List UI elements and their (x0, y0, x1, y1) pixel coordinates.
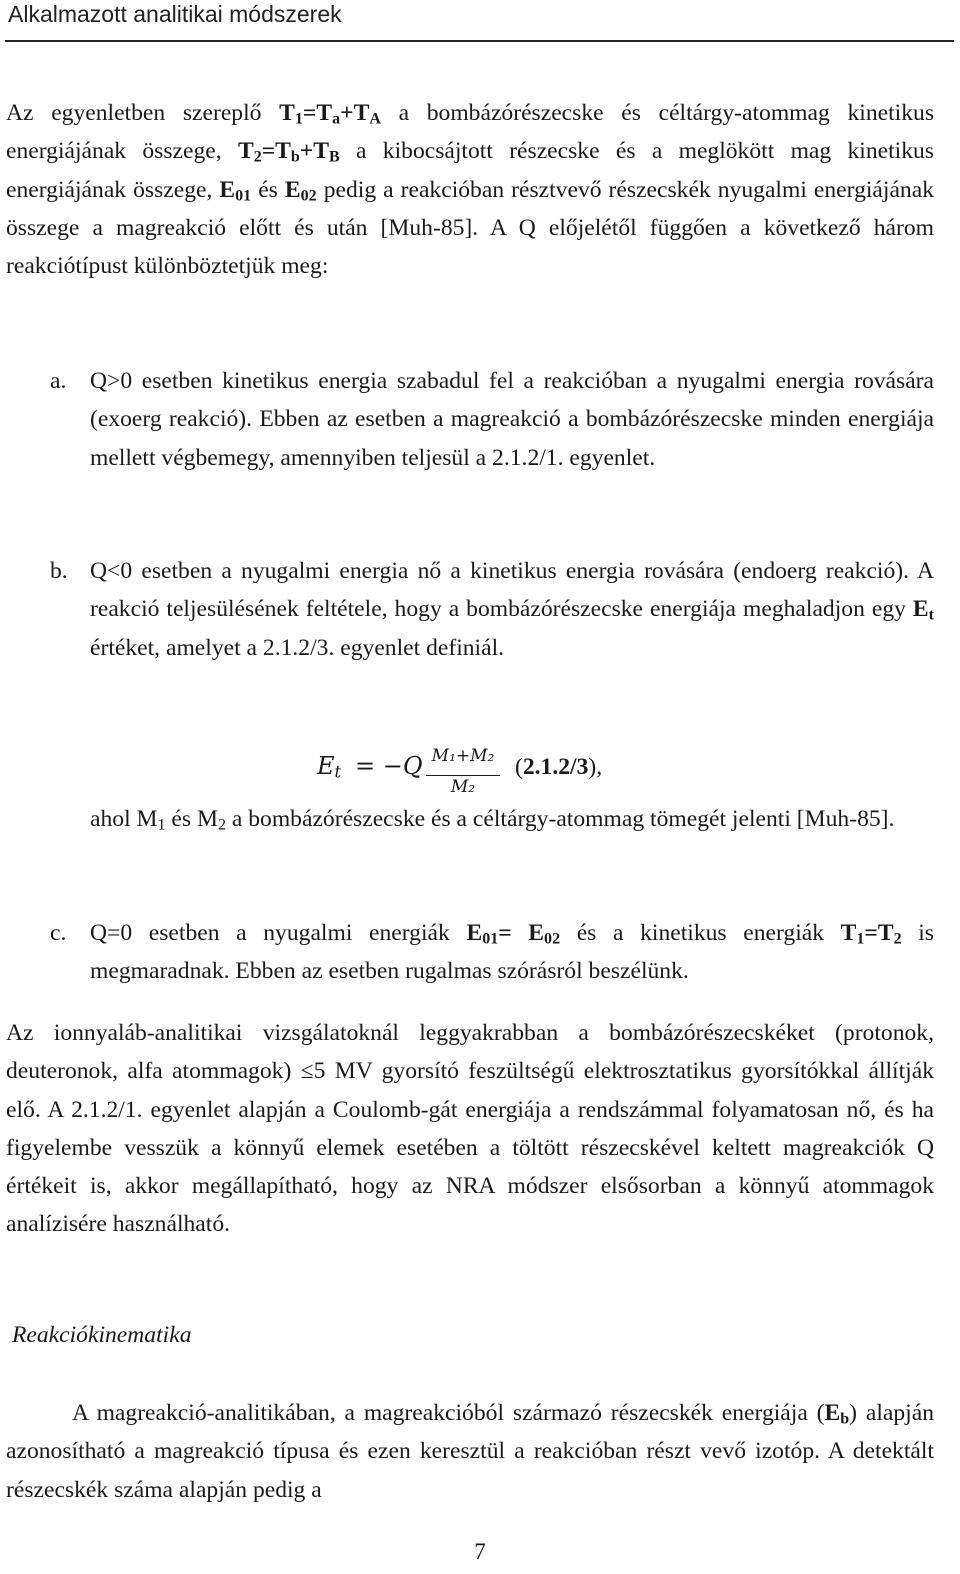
intro-paragraph: Az egyenletben szereplő $T_1=T_a+T_A$ a bombázórészecske és céltárgy-atommag kinetikus energiájának összege, $T_2=T_b+T_B$ a kibocsájtott részecske és a meglökött mag kinetikus energiájának összege, $E_{01}$ és $E_{02}$ pedig a reakcióban résztvevő részecskék nyugalmi energiájának összege a magreakció előtt és után [Muh-85]. A Q előjelétől függően a következő három reakciótípust különböztetjük meg: (6, 100, 934, 280)
formula-lhs: $E_t$ (317, 752, 342, 782)
list-item-text: Q>0 esetben kinetikus energia szabadul fel a reakcióban a nyugalmi energia rovására (exoerg reakció). Ebben az esetben a magreakció a bombázórészecske minden energiája mellett végbemegy, amennyiben teljesül a 2.1.2/1. egyenlet. (90, 368, 934, 471)
list-marker: b. (50, 558, 68, 584)
list-marker: c. (50, 920, 67, 946)
body-paragraph: A magreakció-analitikában, a magreakcióból származó részecskék energiája $(E_b)$ alapján azonosítható a magreakció típusa és ezen keresztül a reakcióban részt vevő izotóp. A detektált részecskék száma alapján pedig a (6, 1400, 934, 1503)
equation-reference: (2.1.2/3), (515, 754, 603, 780)
header-divider (5, 40, 954, 42)
fraction-denominator: M₂ (450, 777, 476, 797)
fraction-bar (426, 775, 500, 776)
formula-explanation: ahol $M_1$ és $M_2$ a bombázórészecske és a céltárgy-atommag tömegét jelenti [Muh-85]. (90, 806, 895, 834)
fraction-numerator: M₁+M₂ (431, 746, 495, 766)
body-paragraph: Az ionnyaláb-analitikai vizsgálatoknál leggyakrabban a bombázórészecskéket (protonok, deuteronok, alfa atommagok) ≤5 MV gyorsító feszültségű elektrosztatikus gyorsítókkal állítják elő. A 2.1.2/1. egyenlet alapján a Coulomb-gát energiája a rendszámmal folyamatosan nő, és ha figyelembe vesszük a könnyű elemek esetében a töltött részecskével keltett magreakciók Q értékeit is, akkor megállapítható, hogy az NRA módszer elsősorban a könnyű atommagok analízisére használható. (6, 1020, 934, 1238)
page-number: 7 (474, 1539, 486, 1564)
list-item-text: Q=0 esetben a nyugalmi energiák $E_{01}= E_{02}$ és a kinetikus energiák $T_1=T_2$ is megmaradnak. Ebben az esetben rugalmas szórásról beszélünk. (90, 920, 934, 985)
section-heading: Reakciókinematika (12, 1322, 192, 1348)
running-header: Alkalmazott analitikai módszerek (8, 1, 342, 27)
formula-equals: = −Q (355, 752, 423, 780)
list-item-text: Q<0 esetben a nyugalmi energia nő a kinetikus energia rovására (endoerg reakció). A reakció teljesülésének feltétele, hogy a bombázórészecske energiája meghaladjon egy $E_t$ értéket, amelyet a 2.1.2/3. egyenlet definiál. (90, 558, 934, 661)
list-marker: a. (50, 368, 67, 394)
